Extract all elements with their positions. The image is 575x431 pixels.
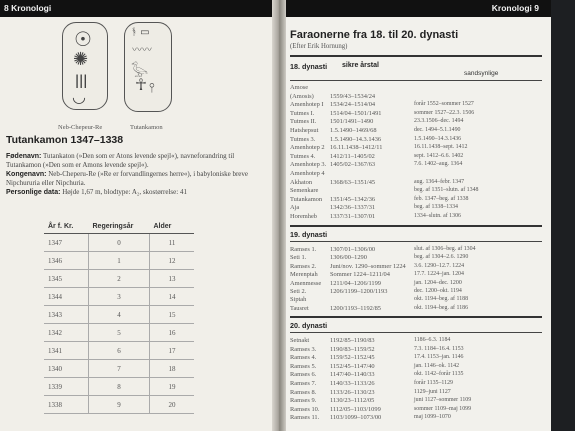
page-title: Tutankamon 1347–1338 [6, 134, 124, 146]
age-cell: 16 [150, 324, 195, 342]
reign-year-cell: 4 [89, 306, 150, 324]
reign-year-cell: 6 [89, 342, 150, 360]
birth-name-label: Fødenavn: [6, 153, 42, 160]
table-header-row [44, 223, 194, 234]
pharaoh-name: Amenhotep 3. [290, 161, 327, 169]
cartouche-label-2: Tutankamon [130, 124, 163, 131]
pharaoh-name: Amose [290, 84, 309, 91]
probable-years: 7.3. 1184–16.4. 1153 [414, 345, 464, 352]
king-name-label: Kongenavn: [6, 171, 47, 178]
reed-leaf-icon: ᚬ ▭ [131, 27, 150, 38]
pharaoh-name: Ramses 1. [290, 246, 317, 253]
probable-years: okt. 1142–forår 1135 [414, 371, 464, 378]
chronology-title: Faraonerne fra 18. til 20. dynasti [290, 29, 459, 41]
scepter-icon: ⫯ [149, 81, 155, 96]
certain-years: 1307/01–1306/00 [330, 246, 376, 253]
age-cell: 13 [150, 270, 195, 288]
right-page [286, 0, 551, 431]
certain-years: Sommer 1224–1211/04 [330, 271, 390, 279]
year-cell: 1342 [44, 324, 89, 342]
right-running-header: Kronologi 9 [286, 0, 551, 17]
pharaoh-name: Tutmes II. [290, 118, 317, 126]
certain-years: 1.5.1490–1469/68 [330, 127, 377, 134]
certain-years: 1192/85–1190/83 [330, 337, 375, 344]
personal-data-paragraph [6, 188, 266, 197]
certain-years: 1206/1199–1200/1193 [330, 288, 388, 295]
year-cell: 1345 [44, 270, 89, 288]
water-icon: 〰〰 [132, 45, 152, 56]
pharaoh-name: Ramses 11. [290, 414, 320, 422]
reign-year-cell: 1 [89, 252, 150, 270]
certain-years: 1147/40–1140/33 [330, 371, 375, 379]
age-cell: 14 [150, 288, 195, 306]
cartouche-neb-chepeur-re [62, 22, 108, 110]
pharaoh-row [290, 305, 542, 314]
dynasty-18-heading: 18. dynasti [290, 62, 328, 71]
basket-icon: ◡ [72, 87, 86, 106]
probable-years: forår 1135–1129 [414, 380, 453, 386]
table-row [44, 234, 194, 252]
pharaoh-name: Setnakt [290, 337, 310, 344]
reign-year-cell: 5 [89, 324, 150, 342]
age-cell: 18 [150, 360, 195, 378]
probable-years: maj 1099–1070 [414, 414, 451, 421]
pharaoh-name: Tausret [290, 304, 309, 312]
book-gutter [272, 0, 286, 431]
reign-year-cell: 8 [89, 378, 150, 396]
probable-years: 1129–juni 1127 [414, 388, 451, 395]
pharaoh-name: Tutankamon [290, 195, 323, 203]
table-row [44, 378, 194, 396]
year-cell: 1347 [44, 234, 89, 252]
dynasty-19-rule [290, 241, 542, 242]
scarab-icon: ✺ [73, 49, 89, 70]
dynasty-20-rule [290, 332, 542, 333]
pharaoh-name: Amenhotep I [290, 101, 324, 109]
probable-years: 1.5.1490–14.3.1436 [414, 135, 462, 142]
table-row [44, 270, 194, 288]
pharaoh-name: Ramses 8. [290, 388, 317, 396]
pharaoh-name: Tutmes 3. [290, 135, 316, 143]
dynasty-19-heading: 19. dynasti [290, 230, 328, 239]
certain-years: 1103/1099–1073/00 [330, 414, 382, 422]
birth-name-text: Tutankaton (»Den som er Atons levende spejl«), navneforandring til Tutankamon (»Den som er Amons levende spejl«). [6, 152, 235, 169]
pharaoh-row [290, 414, 542, 423]
certain-years: 1534/24–1514/04 [330, 101, 376, 109]
reign-year-cell: 3 [89, 288, 150, 306]
certain-years: 1559/43–1534/24 [330, 92, 376, 100]
plural-strokes-icon: ǀǀǀ [75, 73, 88, 89]
probable-years: 7.6. 1402–aug. 1364 [414, 161, 463, 168]
pharaoh-name: Ramses 2. [290, 262, 317, 270]
table-row [44, 360, 194, 378]
dynasty-20-top-rule [290, 316, 542, 318]
probable-years: sommer 1527–22.3. 1506 [414, 109, 475, 116]
year-cell: 1340 [44, 360, 89, 378]
age-cell: 11 [150, 234, 195, 252]
pharaoh-name: Aja [290, 204, 300, 212]
table-row [44, 324, 194, 342]
certain-years: 1130/23–1112/05 [330, 397, 375, 405]
king-name-text: Neb-Cheperu-Re (»Re er forvandlingernes herre«), i babyloniske breve Nipchururia eller Nipchuria. [6, 170, 249, 187]
probable-years: 3.6. 1290–12.7. 1224 [414, 262, 465, 269]
certain-years: 16.11.1438–1412/11 [330, 144, 383, 152]
pharaoh-name: Seti 1. [290, 254, 307, 262]
left-page [0, 0, 272, 431]
col-certain-years: sikre årstal [342, 62, 379, 69]
reign-age-table [44, 223, 194, 414]
pharaoh-name: Hatshepsut [290, 127, 319, 134]
probable-years: dec. 1494–5.1.1490 [414, 127, 461, 133]
age-cell: 17 [150, 342, 195, 360]
certain-years: 1190/83–1159/52 [330, 345, 375, 353]
certain-years: 1337/31–1307/01 [330, 213, 376, 220]
title-rule [290, 55, 542, 57]
probable-years: okt. 1194–beg. af 1188 [414, 296, 469, 303]
sun-disk-icon: ☉ [74, 27, 92, 51]
pharaoh-name: Semenkare [290, 187, 319, 195]
probable-years: 1334–slutn. af 1306 [414, 213, 461, 219]
left-running-header: 8 Kronologi [0, 0, 272, 17]
col-reign-year: Regeringsår [89, 223, 150, 234]
pharaoh-name: Amenhotep 4 [290, 170, 325, 177]
probable-years: 23.3.1506–dec. 1494 [414, 118, 464, 125]
pharaoh-name: Horemheb [290, 213, 317, 220]
table-row [44, 288, 194, 306]
probable-years: 1186–6.3. 1184 [414, 337, 451, 343]
probable-years: beg. af 1338–1334 [414, 204, 459, 211]
pharaoh-row [290, 213, 542, 222]
year-cell: 1343 [44, 306, 89, 324]
background-edge [551, 0, 575, 431]
year-cell: 1344 [44, 288, 89, 306]
reign-year-cell: 0 [89, 234, 150, 252]
reign-year-cell: 2 [89, 270, 150, 288]
pharaoh-name: Ramses 7. [290, 380, 317, 387]
pharaoh-name: Ramses 4. [290, 354, 317, 362]
col-age: Alder [150, 223, 195, 234]
age-cell: 12 [150, 252, 195, 270]
pharaoh-name: Amenmesse [290, 279, 322, 287]
bird-icon: 𓅭 [131, 64, 149, 80]
pharaoh-name: Amenhotep 2 [290, 144, 325, 152]
reign-year-cell: 9 [89, 396, 150, 414]
certain-years: Juni/nov. 1290–sommer 1224 [330, 262, 406, 270]
pharaoh-name: Tutmes I. [290, 109, 315, 117]
birth-name-paragraph [6, 152, 266, 170]
year-cell: 1341 [44, 342, 89, 360]
age-cell: 15 [150, 306, 195, 324]
certain-years: 1412/11–1405/02 [330, 152, 375, 160]
certain-years: 1.5.1490–14.3.1436 [330, 135, 382, 143]
table-row [44, 342, 194, 360]
age-cell: 19 [150, 378, 195, 396]
pharaoh-name: Siptah [290, 296, 307, 304]
col-probable-years: sandsynlige [464, 70, 499, 77]
cartouche-tutankamon [124, 22, 172, 112]
probable-years: 16.11.1438–sept. 1412 [414, 144, 468, 151]
certain-years: 1159/52–1152/45 [330, 354, 375, 362]
table-row [44, 306, 194, 324]
pharaoh-name: Ramses 9. [290, 397, 317, 405]
chronology-subtitle: (Efter Erik Hornung) [290, 43, 348, 50]
dynasty-19-top-rule [290, 225, 542, 227]
certain-years: 1368/63–1351/45 [330, 178, 376, 186]
king-name-paragraph [6, 170, 266, 188]
probable-years: 17.7. 1224–jan. 1204 [414, 271, 464, 278]
probable-years: sommer 1109–maj 1099 [414, 405, 472, 412]
pharaoh-name: Ramses 6. [290, 371, 317, 379]
certain-years: 1211/04–1206/1199 [330, 279, 382, 287]
pharaoh-name: (Amosis) [290, 92, 314, 100]
dynasty-18-rule [290, 80, 542, 81]
pharaoh-name: Ramses 3. [290, 345, 317, 353]
year-cell: 1346 [44, 252, 89, 270]
reign-year-cell: 7 [89, 360, 150, 378]
certain-years: 1140/33–1133/26 [330, 380, 375, 387]
probable-years: okt. 1194–beg. af 1186 [414, 304, 469, 311]
certain-years: 1351/45–1342/36 [330, 195, 376, 203]
probable-years: beg. af 1304–2.6. 1290 [414, 254, 469, 261]
ankh-icon: ☥ [135, 75, 147, 94]
cartouche-label-1: Neb-Chepeur-Re [58, 124, 103, 131]
year-cell: 1338 [44, 396, 89, 414]
probable-years: forår 1552–sommer 1527 [414, 101, 474, 108]
probable-years: slut. af 1306–beg. af 1304 [414, 246, 476, 252]
pharaoh-name: Tutmes 4. [290, 152, 316, 160]
personal-data-text: Højde 1,67 m, blodtype: A₂, skostørrelse: 41 [62, 188, 187, 196]
personal-data-label: Personlige data: [6, 189, 61, 196]
certain-years: 1112/05–1103/1099 [330, 405, 381, 413]
probable-years: sept. 1412–6.6. 1402 [414, 152, 464, 159]
certain-years: 1152/45–1147/40 [330, 362, 375, 370]
probable-years: jan. 1146–ok. 1142 [414, 362, 460, 369]
col-year: År f. Kr. [44, 223, 89, 234]
probable-years: beg. af 1351–slutn. af 1348 [414, 187, 479, 194]
probable-years: jan. 1204–dec. 1200 [414, 279, 462, 286]
certain-years: 1405/02–1367/63 [330, 161, 376, 169]
pharaoh-name: Ramses 10. [290, 405, 320, 413]
certain-years: 1133/26–1130/23 [330, 388, 375, 396]
probable-years: dec. 1200–okt. 1194 [414, 288, 462, 294]
probable-years: feb. 1347–beg. af 1338 [414, 195, 469, 202]
probable-years: juni 1127–sommer 1109 [414, 397, 472, 404]
certain-years: 1306/00–1290 [330, 254, 367, 262]
table-row [44, 252, 194, 270]
table-row [44, 396, 194, 414]
certain-years: 1342/36–1337/31 [330, 204, 376, 212]
age-cell: 20 [150, 396, 195, 414]
probable-years: 17.4. 1153–jan. 1146 [414, 354, 464, 361]
pharaoh-name: Seti 2. [290, 288, 307, 295]
pharaoh-name: Akhaton [290, 178, 313, 186]
pharaoh-name: Merenptah [290, 271, 318, 279]
dynasty-20-heading: 20. dynasti [290, 321, 328, 330]
probable-years: aug. 1364–febr. 1347 [414, 178, 465, 185]
pharaoh-name: Ramses 5. [290, 362, 317, 370]
certain-years: 1200/1193–1192/85 [330, 304, 382, 312]
certain-years: 1514/04–1501/1491 [330, 109, 382, 117]
certain-years: 1501/1491–1490 [330, 118, 374, 126]
year-cell: 1339 [44, 378, 89, 396]
